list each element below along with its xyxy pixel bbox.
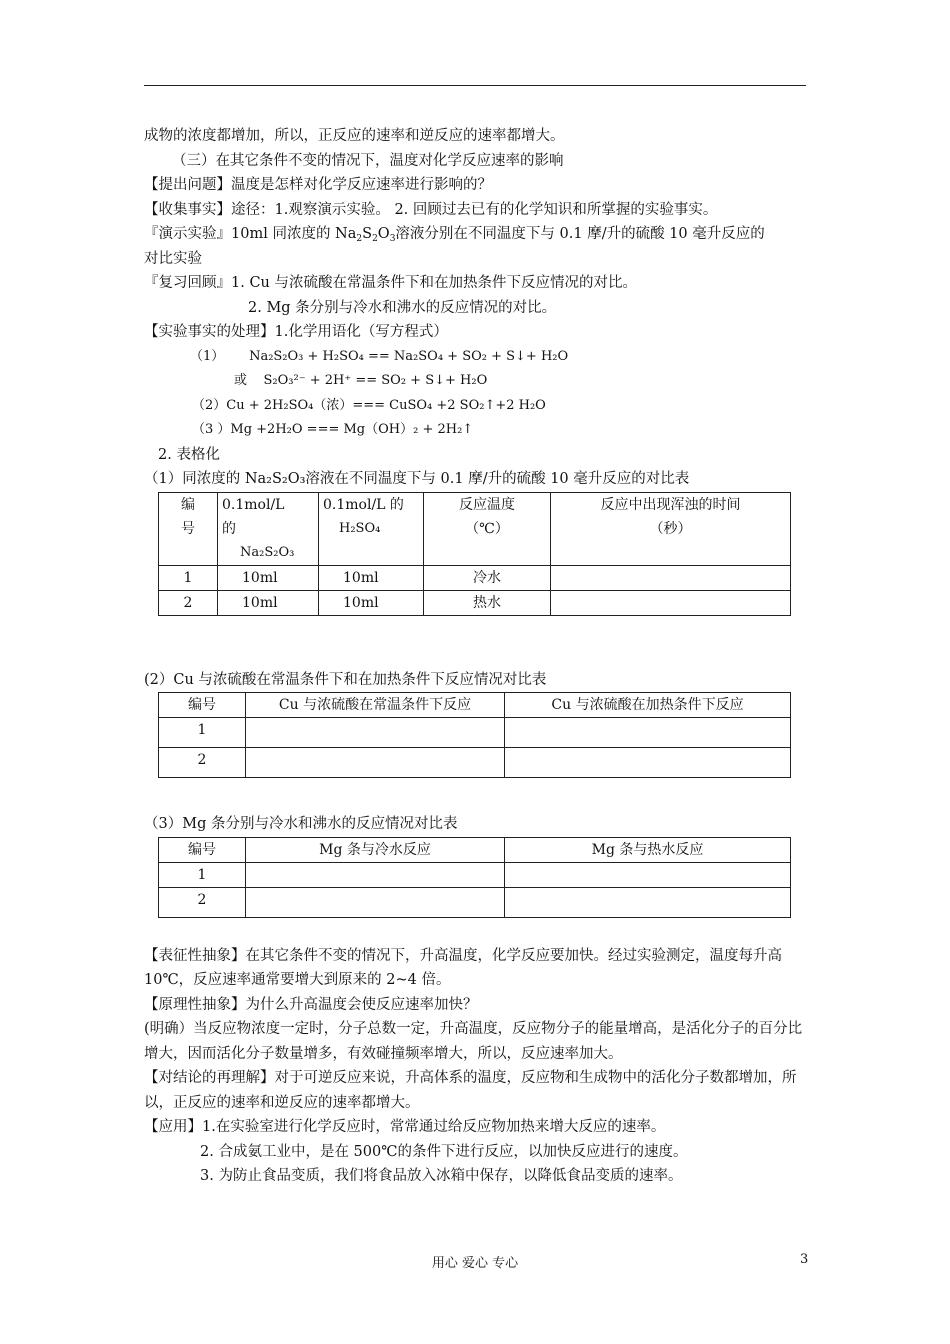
header-cell: 编号 (159, 492, 218, 565)
table-row: 2 (159, 748, 791, 778)
equation: （1） Na₂S₂O₃ + H₂SO₄ == Na₂SO₄ + SO₂ + S↓+ H₂O (190, 348, 569, 364)
table-mg-reaction (158, 837, 791, 918)
table-header-row: 编号 Cu 与浓硫酸在常温条件下反应 Cu 与浓硫酸在加热条件下反应 (159, 693, 791, 718)
table-row: 2 (159, 887, 791, 917)
paragraph: 3. 为防止食品变质，我们将食品放入冰箱中保存，以降低食品变质的速率。 (200, 1168, 683, 1184)
table-row: 1 (159, 862, 791, 887)
equation: （2）Cu + 2H₂SO₄（浓）=== CuSO₄ +2 SO₂↑+2 H₂O (192, 397, 546, 413)
text-line: 【实验事实的处理】1.化学用语化（写方程式） (144, 324, 448, 340)
header-cell: 0.1mol/L 的 Na₂S₂O₃ (218, 492, 319, 565)
text-line: 成物的浓度都增加，所以，正反应的速率和逆反应的速率都增大。 (144, 128, 565, 144)
text-line: 【收集事实】途径：1.观察演示实验。 2. 回顾过去已有的化学知识和所掌握的实验事实。 (144, 201, 718, 218)
paragraph: 【表征性抽象】在其它条件不变的情况下，升高温度，化学反应要加快。经过实验测定，温度每升高 10℃，反应速率通常要增大到原来的 2~4 倍。 (144, 947, 782, 988)
table-caption: （3）Mg 条分别与冷水和沸水的反应情况对比表 (144, 816, 458, 832)
header-cell: 反应中出现浑浊的时间 （秒） (551, 492, 791, 565)
text-line: 『复习回顾』1. Cu 与浓硫酸在常温条件下和在加热条件下反应情况的对比。 (144, 275, 637, 291)
paragraph: (明确）当反应物浓度一定时，分子总数一定，升高温度，反应物分子的能量增高，是活化分子的百分比增大，因而活化分子数量增多，有效碰撞频率增大，所以，反应速率加大。 (144, 1021, 803, 1062)
paragraph: 【应用】1.在实验室进行化学反应时，常常通过给反应物加热来增大反应的速率。 (144, 1119, 666, 1135)
section-heading: （三）在其它条件不变的情况下，温度对化学反应速率的影响 (172, 152, 564, 169)
table-header-row: 编号 Mg 条与冷水反应 Mg 条与热水反应 (159, 837, 791, 862)
text-line: 【提出问题】温度是怎样对化学反应速率进行影响的？ (144, 177, 492, 193)
text-line: 2. 表格化 (158, 446, 220, 463)
page-number: 3 (800, 1252, 809, 1267)
paragraph: 【对结论的再理解】对于可逆反应来说，升高体系的温度，反应物和生成物中的活化分子数都增加，所以，正反应的速率和逆反应的速率都增大。 (144, 1070, 797, 1111)
header-cell: 反应温度 （℃） (424, 492, 551, 565)
table-row: 1 (159, 718, 791, 748)
header-rule (144, 85, 806, 86)
equation: 或 S₂O₃²⁻ + 2H⁺ == SO₂ + S↓+ H₂O (234, 373, 488, 388)
equation: （3 ）Mg +2H₂O === Mg（OH）₂ + 2H₂↑ (192, 422, 474, 437)
header-cell: 0.1mol/L 的 H₂SO₄ (319, 492, 424, 565)
text-line: 2. Mg 条分别与冷水和沸水的反应情况的对比。 (248, 299, 557, 316)
table-cu-reaction (158, 692, 791, 778)
table-header-row (159, 492, 791, 565)
page-footer: 用心 爱心 专心 (431, 1256, 519, 1271)
table-caption: (2）Cu 与浓硫酸在常温条件下和在加热条件下反应情况对比表 (144, 671, 547, 688)
table-row: 2 10ml 10ml 热水 (159, 590, 791, 615)
text-line: 『演示实验』10ml 同浓度的 $Na_2S_2O_3$溶液分别在不同温度下与 0.1 摩/升的硫酸 10 毫升反应的 (144, 226, 765, 244)
text-line: 对比实验 (144, 250, 202, 267)
table-row: 1 10ml 10ml 冷水 (159, 565, 791, 590)
table-thiosulfate (158, 492, 791, 616)
document-body (144, 124, 808, 1189)
paragraph: 【原理性抽象】为什么升高温度会使反应速率加快？ (144, 996, 478, 1013)
table-caption: （1）同浓度的 Na₂S₂O₃溶液在不同温度下与 0.1 摩/升的硫酸 10 毫升反应的对比表 (144, 471, 690, 487)
paragraph: 2. 合成氨工业中，是在 500℃的条件下进行反应，以加快反应进行的速度。 (200, 1143, 688, 1160)
